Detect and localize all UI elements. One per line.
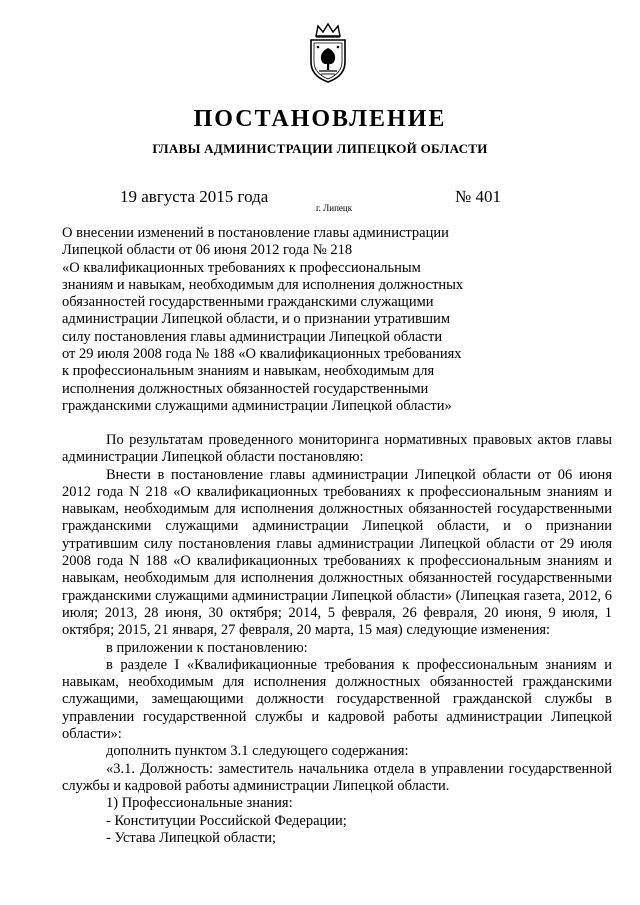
subject-line: обязанностей государственными гражданскими служащими bbox=[62, 294, 434, 311]
body-paragraph: дополнить пунктом 3.1 следующего содержания: bbox=[106, 743, 409, 760]
body-paragraph: - Конституции Российской Федерации; bbox=[106, 812, 347, 829]
body-paragraph: в разделе I «Квалификационные требования к профессиональным знаниям и навыкам, необходимым для исполнения должностных обязанностей гражданскими служащими, замещающими должности государственной гражданской службы в управлении государственной службы и кадровой работы администрации Липецкой области»: bbox=[62, 656, 612, 743]
subject-line: силу постановления главы администрации Липецкой области bbox=[62, 328, 443, 345]
coat-of-arms-emblem bbox=[305, 22, 351, 84]
body-paragraph: По результатам проведенного мониторинга нормативных правовых актов главы администрации Липецкой области постановляю: bbox=[62, 432, 612, 466]
subject-line: Липецкой области от 06 июня 2012 года № 218 bbox=[62, 242, 353, 259]
document-date: 19 августа 2015 года bbox=[120, 187, 269, 206]
body-paragraph: - Устава Липецкой области; bbox=[106, 829, 277, 846]
body-paragraph: 1) Профессиональные знания: bbox=[106, 795, 293, 812]
issuer-heading: ГЛАВЫ АДМИНИСТРАЦИИ ЛИПЕЦКОЙ ОБЛАСТИ bbox=[152, 141, 488, 156]
body-text bbox=[62, 432, 612, 847]
subject-line: знаниям и навыкам, необходимым для исполнения должностных bbox=[62, 276, 464, 293]
body-paragraph: в приложении к постановлению: bbox=[106, 639, 308, 656]
subject-line: О внесении изменений в постановление главы администрации bbox=[62, 225, 449, 241]
subject-line: администрации Липецкой области, и о признании утратившим bbox=[62, 311, 450, 328]
subject-line: к профессиональным знаниям и навыкам, необходимым для bbox=[62, 363, 435, 380]
subject-line: от 29 июля 2008 года № 188 «О квалификационных требованиях bbox=[62, 346, 462, 363]
subject-line: «О квалификационных требованиях к профессиональным bbox=[62, 259, 421, 276]
subject-line: гражданскими служащими администрации Липецкой области» bbox=[62, 397, 452, 414]
body-paragraph: «3.1. Должность: заместитель начальника отдела в управлении государственной службы и кадровой работы администрации Липецкой области. bbox=[62, 760, 612, 794]
subject-line: исполнения должностных обязанностей государственными bbox=[62, 380, 429, 397]
document-number: № 401 bbox=[455, 187, 501, 206]
document-type-title: ПОСТАНОВЛЕНИЕ bbox=[193, 106, 447, 132]
document-place: г. Липецк bbox=[316, 203, 353, 213]
body-paragraph: Внести в постановление главы администрации Липецкой области от 06 июня 2012 года N 218 «О квалификационных требованиях к профессиональным знаниям и навыкам, необходимым для исполнения должностных обязанностей государственными гражданскими служащими администрации Липецкой области, и о признании утратившим силу постановления главы администрации Липецкой области от 29 июля 2008 года N 188 «О квалификационных требованиях к профессиональным знаниям и навыкам, необходимым для исполнения должностных обязанностей государственными гражданскими служащими администрации Липецкой области» (Липецкая газета, 2012, 6 июля; 2013, 28 июня, 30 октября; 2014, 5 февраля, 26 февраля, 20 июня, 9 июля, 1 октября; 2015, 21 января, 27 февраля, 20 марта, 15 мая) следующие изменения: bbox=[62, 466, 612, 639]
subject-block bbox=[62, 225, 522, 415]
